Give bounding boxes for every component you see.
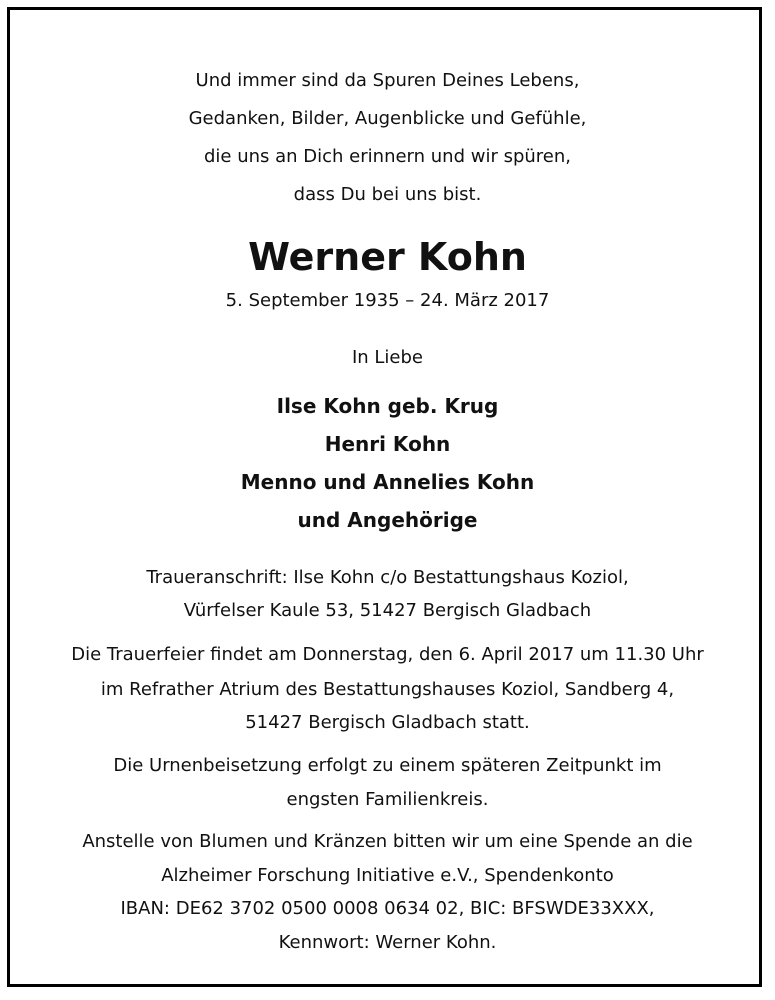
in-love-label: In Liebe [351, 347, 424, 368]
poem-line: Gedanken, Bilder, Augenblicke und Gefühle, [188, 108, 587, 129]
ceremony-line: Die Trauerfeier findet am Donnerstag, den 6. April 2017 um 11.30 Uhr [71, 644, 704, 665]
donation-line: IBAN: DE62 3702 0500 0008 0634 02, BIC: BFSWDE33XXX, [120, 898, 655, 919]
life-dates: 5. September 1935 – 24. März 2017 [225, 290, 550, 311]
burial-line: Die Urnenbeisetzung erfolgt zu einem späteren Zeitpunkt im [113, 755, 662, 776]
address-line: Vürfelser Kaule 53, 51427 Bergisch Gladbach [183, 600, 592, 621]
poem-line: dass Du bei uns bist. [293, 184, 482, 205]
family-member: Ilse Kohn geb. Krug [276, 394, 499, 418]
family-member: Henri Kohn [324, 432, 451, 456]
family-member: Menno und Annelies Kohn [240, 470, 535, 494]
poem-line: Und immer sind da Spuren Deines Lebens, [195, 70, 580, 91]
deceased-name: Werner Kohn [248, 235, 527, 279]
ceremony-line: im Refrather Atrium des Bestattungshauses Koziol, Sandberg 4, [100, 679, 675, 700]
donation-line: Anstelle von Blumen und Kränzen bitten wir um eine Spende an die [82, 831, 693, 852]
burial-line: engsten Familienkreis. [286, 789, 489, 810]
donation-line: Kennwort: Werner Kohn. [278, 932, 497, 953]
poem-line: die uns an Dich erinnern und wir spüren, [204, 146, 571, 167]
family-member: und Angehörige [297, 508, 478, 532]
ceremony-line: 51427 Bergisch Gladbach statt. [245, 712, 530, 733]
address-line: Traueranschrift: Ilse Kohn c/o Bestattungshaus Koziol, [146, 567, 629, 588]
donation-line: Alzheimer Forschung Initiative e.V., Spendenkonto [161, 865, 614, 886]
obituary-notice [7, 7, 762, 987]
